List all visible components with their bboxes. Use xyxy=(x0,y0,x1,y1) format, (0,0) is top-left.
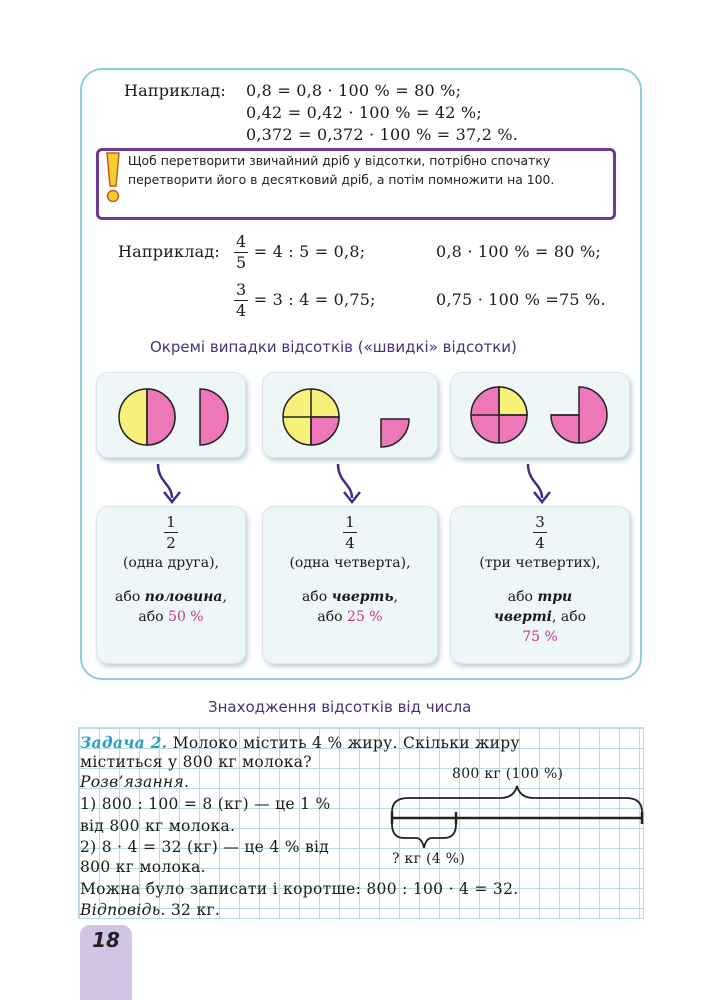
exclamation-icon xyxy=(100,150,124,206)
arrow-down-icon xyxy=(150,462,190,506)
card-half-picture xyxy=(96,372,246,458)
card-quarter-text: $\frac{1}{4}$ (одна четверта), або чверть, або 25 % xyxy=(289,513,411,625)
milk-segment-diagram xyxy=(386,784,648,856)
task-line-1: Задача 2. Молоко містить 4 % жиру. Скільки жиру xyxy=(80,733,520,752)
example2-row-1-right: 0,8 · 100 % = 80 %; xyxy=(436,242,601,261)
example2-label: Наприклад: xyxy=(118,242,221,261)
page-number: 18 xyxy=(92,928,120,952)
half-circle-icon xyxy=(97,373,247,459)
card-quarter-picture xyxy=(262,372,438,458)
example1-line-1: 0,8 = 0,8 · 100 % = 80 %; xyxy=(246,81,462,100)
fraction-4-5: $\frac{4}{5}$ xyxy=(236,232,247,272)
example1-line-3: 0,372 = 0,372 · 100 % = 37,2 %. xyxy=(246,125,519,144)
example2-row-2-right: 0,75 · 100 % =75 %. xyxy=(436,290,606,309)
quick-percents-title: Окремі випадки відсотків («швидкі» відсотки) xyxy=(150,338,517,356)
short-form: Можна було записати і коротше: 800 : 100 · 4 = 32. xyxy=(80,880,519,898)
step-1b: від 800 кг молока. xyxy=(80,817,236,835)
quarter-circle-icon xyxy=(263,373,439,459)
card-three-quarters-picture xyxy=(450,372,630,458)
step-2a: 2) 8 · 4 = 32 (кг) — це 4 % від xyxy=(80,838,330,856)
fraction-3-4: $\frac{3}{4}$ xyxy=(236,280,247,320)
step-2b: 800 кг молока. xyxy=(80,858,206,876)
three-quarters-circle-icon xyxy=(451,373,631,459)
task-label: Задача 2. xyxy=(80,733,168,752)
task-line-2: міститься у 800 кг молока? xyxy=(80,753,312,771)
answer-line: Відповідь. 32 кг. xyxy=(80,901,221,919)
solution-label: Розв’язання. xyxy=(80,773,190,791)
rule-text: Щоб перетворити звичайний дріб у відсотки, потрібно спочатку перетворити його в десятковий дріб, а потім помножити на 100. xyxy=(128,153,555,187)
step-1a: 1) 800 : 100 = 8 (кг) — це 1 % xyxy=(80,795,331,813)
card-three-quarters-text: $\frac{3}{4}$ (три четвертих), або три чверті, або 75 % xyxy=(479,513,601,645)
diagram-top-label: 800 кг (100 %) xyxy=(452,766,564,782)
example1-line-2: 0,42 = 0,42 · 100 % = 42 %; xyxy=(246,103,482,122)
example1-label: Наприклад: xyxy=(124,81,227,100)
section-title-finding-percent: Знаходження відсотків від числа xyxy=(208,698,472,716)
arrow-down-icon xyxy=(330,462,370,506)
arrow-down-icon xyxy=(520,462,560,506)
example2-row-1: $\frac{4}{5}$ = 4 : 5 = 0,8; xyxy=(236,232,366,272)
diagram-bottom-label: ? кг (4 %) xyxy=(392,851,466,867)
example2-row-2: $\frac{3}{4}$ = 3 : 4 = 0,75; xyxy=(236,280,376,320)
card-half-text: $\frac{1}{2}$ (одна друга), або половина, або 50 % xyxy=(115,513,227,625)
